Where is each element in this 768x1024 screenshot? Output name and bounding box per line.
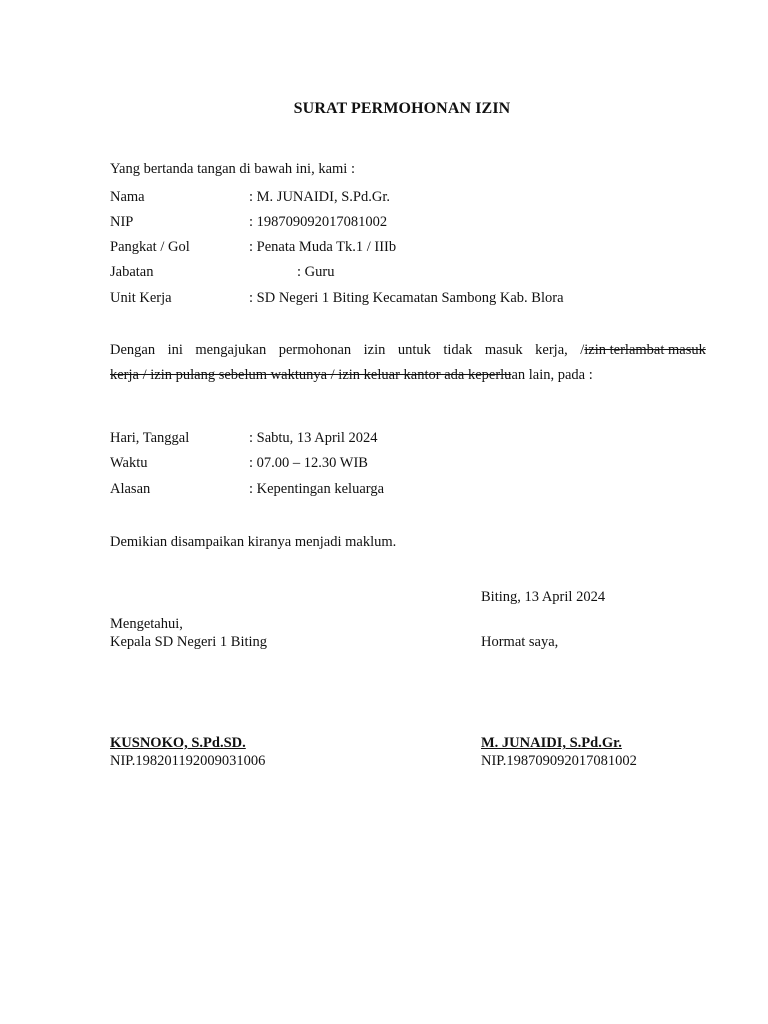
request-word: tidak (443, 342, 473, 358)
detail-label: Hari, Tanggal (110, 430, 190, 446)
request-word: /izin terlambat masuk (580, 342, 706, 358)
place-date: Biting, 13 April 2024 (481, 589, 606, 605)
detail-value: : 07.00 – 12.30 WIB (249, 455, 368, 471)
identity-label: NIP (110, 214, 134, 230)
struck-text: kerja / izin pulang sebelum waktunya / izin keluar kantor ada keperlu (110, 367, 512, 383)
left-signer-name: KUSNOKO, S.Pd.SD. (110, 735, 246, 751)
left-signer-nip: NIP.198201192009031006 (110, 753, 266, 769)
request-word: permohonan (278, 342, 352, 358)
request-tail: an lain, pada : (511, 367, 593, 383)
request-line-1 (110, 338, 706, 363)
detail-label: Waktu (110, 455, 148, 471)
request-line-2 (110, 363, 706, 388)
identity-value: : SD Negeri 1 Biting Kecamatan Sambong Kab. Blora (249, 290, 564, 306)
intro-text: Yang bertanda tangan di bawah ini, kami : (110, 161, 355, 177)
request-word: masuk (484, 342, 523, 358)
right-signer-nip: NIP.198709092017081002 (481, 753, 637, 769)
request-word: ini (167, 342, 183, 358)
request-word: untuk (397, 342, 431, 358)
request-word: mengajukan (195, 342, 267, 358)
detail-label: Alasan (110, 481, 151, 497)
request-word: kerja, (535, 342, 568, 358)
identity-value: : M. JUNAIDI, S.Pd.Gr. (249, 189, 390, 205)
right-signer-greeting: Hormat saya, (481, 634, 559, 650)
identity-value: : 198709092017081002 (249, 214, 388, 230)
struck-text: izin terlambat masuk (584, 342, 706, 358)
identity-label: Unit Kerja (110, 290, 172, 306)
identity-value: : Guru (297, 264, 335, 280)
detail-value: : Sabtu, 13 April 2024 (249, 430, 378, 446)
identity-label: Nama (110, 189, 145, 205)
left-signer-acknowledge: Mengetahui, (110, 616, 183, 632)
left-signer-title: Kepala SD Negeri 1 Biting (110, 634, 268, 650)
right-signer-name: M. JUNAIDI, S.Pd.Gr. (481, 735, 622, 751)
request-word: Dengan (110, 342, 156, 358)
request-word: izin (363, 342, 386, 358)
closing-text: Demikian disampaikan kiranya menjadi maklum. (110, 534, 397, 550)
identity-label: Jabatan (110, 264, 154, 280)
identity-value: : Penata Muda Tk.1 / IIIb (249, 239, 397, 255)
request-paragraph (110, 338, 706, 388)
detail-value: : Kepentingan keluarga (249, 481, 385, 497)
identity-label: Pangkat / Gol (110, 239, 190, 255)
letter-title: SURAT PERMOHONAN IZIN (293, 100, 511, 117)
